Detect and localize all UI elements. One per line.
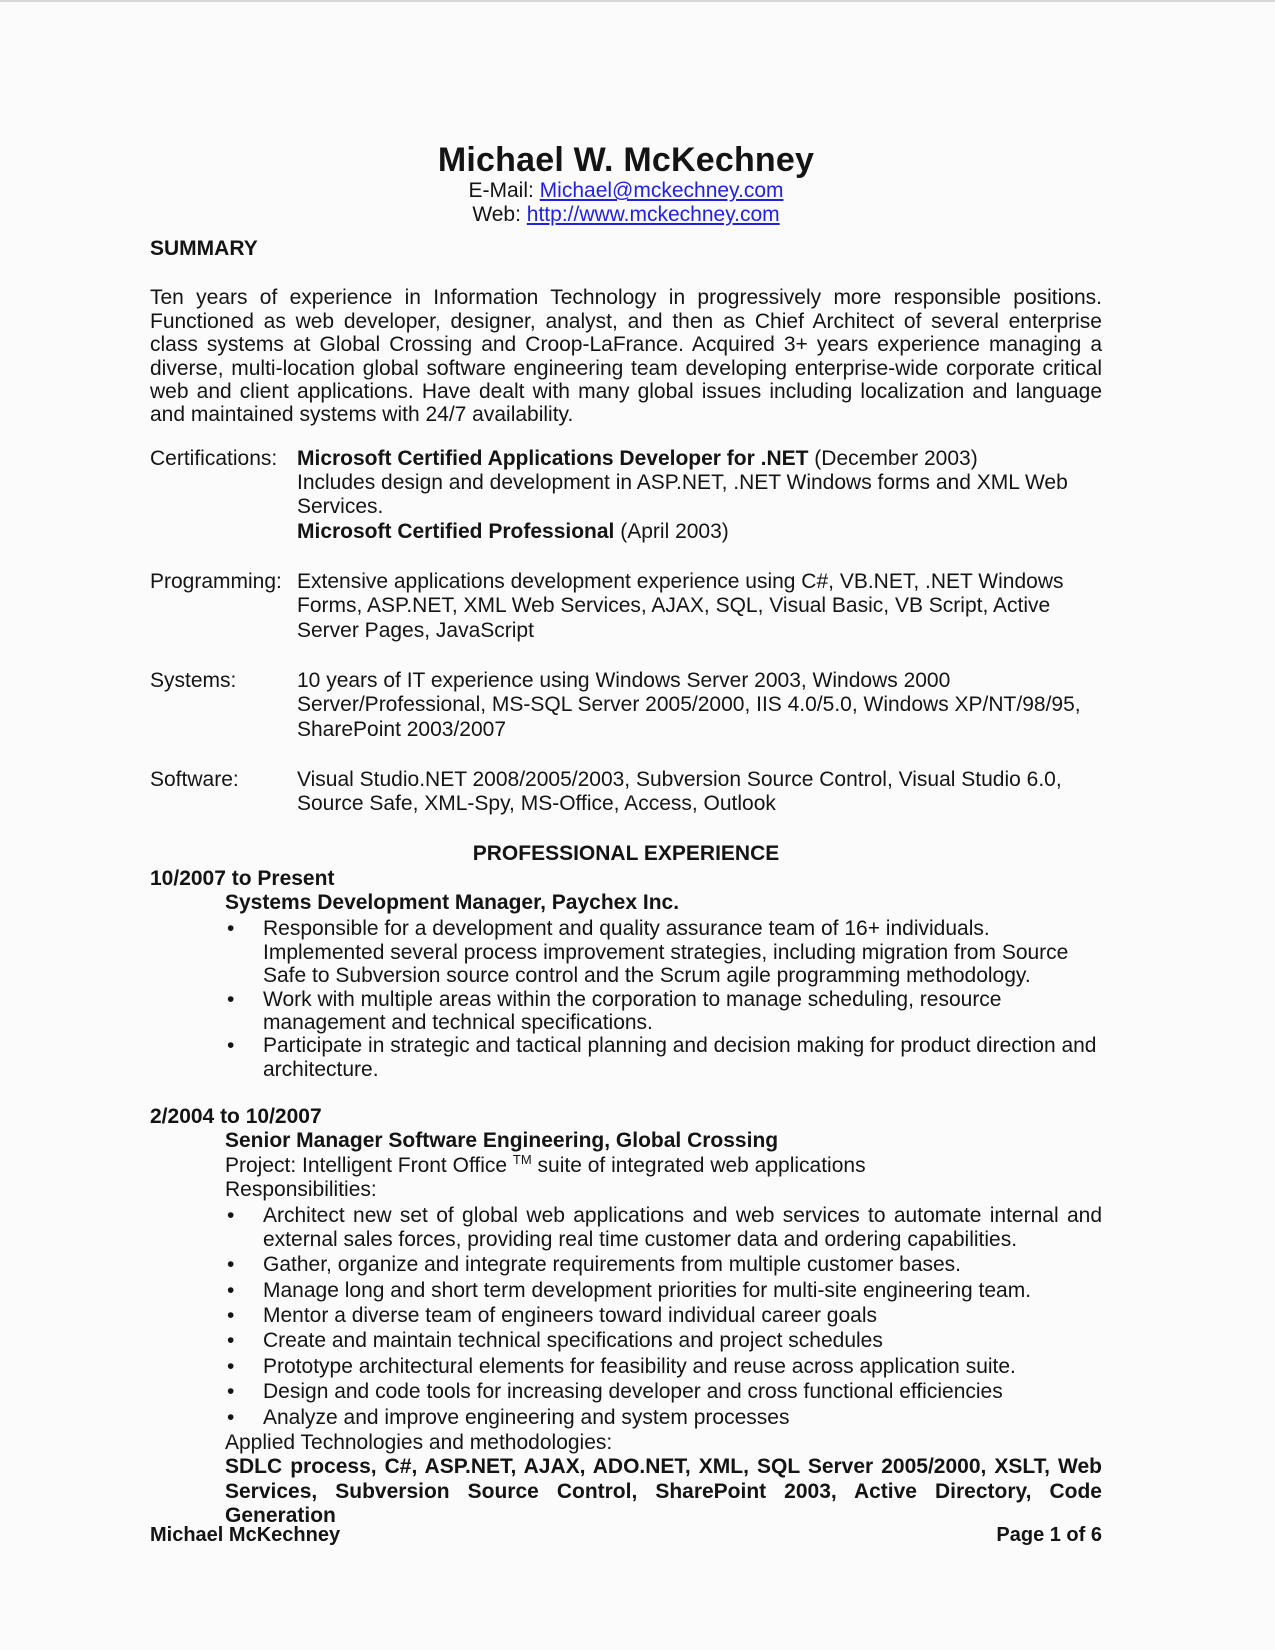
fact-row-systems bbox=[150, 669, 1102, 742]
resume-name: Michael W. McKechney bbox=[437, 141, 815, 179]
bullet-list bbox=[225, 1204, 1102, 1429]
email-label: E-Mail: bbox=[468, 179, 534, 202]
project-text: Project: Intelligent Front Office bbox=[225, 1153, 508, 1177]
bullet-list bbox=[225, 917, 1102, 1081]
bullet-item: • Create and maintain technical specifications and project schedules bbox=[225, 1329, 1102, 1352]
email-link[interactable]: Michael@mckechney.com bbox=[539, 179, 784, 202]
facts-section bbox=[150, 447, 1102, 817]
bullet-item: • Responsible for a development and quality assurance team of 16+ individuals. Implemented several process improvement strategies, including migration from Source Safe to Subversion source control and the Scrum agile programming methodology. bbox=[225, 917, 1102, 987]
responsibilities-label: Responsibilities: bbox=[225, 1178, 377, 1202]
bullet-item: • Architect new set of global web applications and web services to automate internal and external sales forces, providing real time customer data and ordering capabilities. bbox=[225, 1204, 1102, 1251]
footer-page-number: Page 1 of 6 bbox=[996, 1524, 1102, 1546]
job-paychex bbox=[150, 867, 1102, 1081]
fact-label: Software: bbox=[150, 767, 239, 791]
job-title: Systems Development Manager, Paychex Inc. bbox=[225, 891, 680, 914]
certification-title: Microsoft Certified Professional bbox=[297, 519, 615, 543]
summary-heading: SUMMARY bbox=[150, 237, 258, 260]
job-dates: 2/2004 to 10/2007 bbox=[150, 1105, 322, 1129]
certification-line bbox=[297, 447, 1102, 471]
trademark-superscript: TM bbox=[512, 1151, 532, 1167]
job-global-crossing bbox=[150, 1105, 1102, 1528]
summary-paragraph: Ten years of experience in Information Technology in progressively more responsible positions. Functioned as web developer, designer, analyst, and then as Chief Architect of several enterprise class systems at Global Crossing and Croop-LaFrance. Acquired 3+ years experience managing a diverse, multi-location global software engineering team developing enterprise-wide corporate critical web and client applications. Have dealt with many global issues including localization and language and maintained systems with 24/7 availability. bbox=[150, 286, 1102, 427]
email-line bbox=[150, 179, 1102, 203]
bullet-item: • Participate in strategic and tactical planning and decision making for product direction and architecture. bbox=[225, 1034, 1102, 1081]
certification-date: (December 2003) bbox=[808, 446, 978, 470]
fact-value bbox=[297, 447, 1102, 544]
fact-row-certifications bbox=[150, 447, 1102, 544]
fact-value: 10 years of IT experience using Windows Server 2003, Windows 2000 Server/Professional, MS-SQL Server 2005/2000, IIS 4.0/5.0, Windows XP/NT/98/95, SharePoint 2003/2007 bbox=[297, 668, 1081, 741]
experience-heading: PROFESSIONAL EXPERIENCE bbox=[472, 842, 780, 866]
fact-value: Extensive applications development experience using C#, VB.NET, .NET Windows Forms, ASP.NET, XML Web Services, AJAX, SQL, Visual Basic, VB Script, Active Server Pages, JavaScript bbox=[297, 570, 1064, 642]
certification-date: (April 2003) bbox=[614, 519, 729, 543]
project-text-suffix: suite of integrated web applications bbox=[531, 1153, 866, 1177]
bullet-item: • Mentor a diverse team of engineers toward individual career goals bbox=[225, 1304, 1102, 1327]
certification-line bbox=[297, 520, 1102, 544]
page-footer bbox=[0, 1524, 1275, 1547]
applied-tech-text: SDLC process, C#, ASP.NET, AJAX, ADO.NET, XML, SQL Server 2005/2000, XSLT, Web Services, Subversion Source Control, SharePoint 2003, Active Directory, Code Generation bbox=[225, 1455, 1102, 1527]
certification-title: Microsoft Certified Applications Developer for .NET bbox=[297, 446, 809, 470]
fact-label: Programming: bbox=[150, 570, 282, 594]
web-link[interactable]: http://www.mckechney.com bbox=[526, 202, 780, 226]
fact-value: Visual Studio.NET 2008/2005/2003, Subversion Source Control, Visual Studio 6.0, Source Safe, XML-Spy, MS-Office, Access, Outlook bbox=[297, 767, 1062, 816]
bullet-item: • Gather, organize and integrate requirements from multiple customer bases. bbox=[225, 1253, 1102, 1276]
fact-row-programming bbox=[150, 570, 1102, 643]
job-title: Senior Manager Software Engineering, Global Crossing bbox=[225, 1129, 779, 1153]
project-line bbox=[225, 1151, 1102, 1178]
footer-name: Michael McKechney bbox=[150, 1524, 341, 1546]
certification-detail: Includes design and development in ASP.NET, .NET Windows forms and XML Web Services. bbox=[297, 471, 1068, 519]
bullet-item: • Manage long and short term development priorities for multi-site engineering team. bbox=[225, 1279, 1102, 1302]
job-dates: 10/2007 to Present bbox=[150, 866, 335, 890]
fact-label: Certifications: bbox=[150, 446, 278, 470]
fact-row-software bbox=[150, 768, 1102, 817]
applied-tech-label: Applied Technologies and methodologies: bbox=[225, 1430, 613, 1454]
fact-label: Systems: bbox=[150, 668, 237, 692]
web-label: Web: bbox=[472, 202, 521, 226]
bullet-item: • Work with multiple areas within the corporation to manage scheduling, resource management and technical specifications. bbox=[225, 988, 1102, 1035]
web-line bbox=[150, 203, 1102, 227]
bullet-item: • Design and code tools for increasing developer and cross functional efficiencies bbox=[225, 1380, 1102, 1403]
bullet-item: • Prototype architectural elements for feasibility and reuse across application suite. bbox=[225, 1355, 1102, 1378]
bullet-item: • Analyze and improve engineering and system processes bbox=[225, 1406, 1102, 1429]
